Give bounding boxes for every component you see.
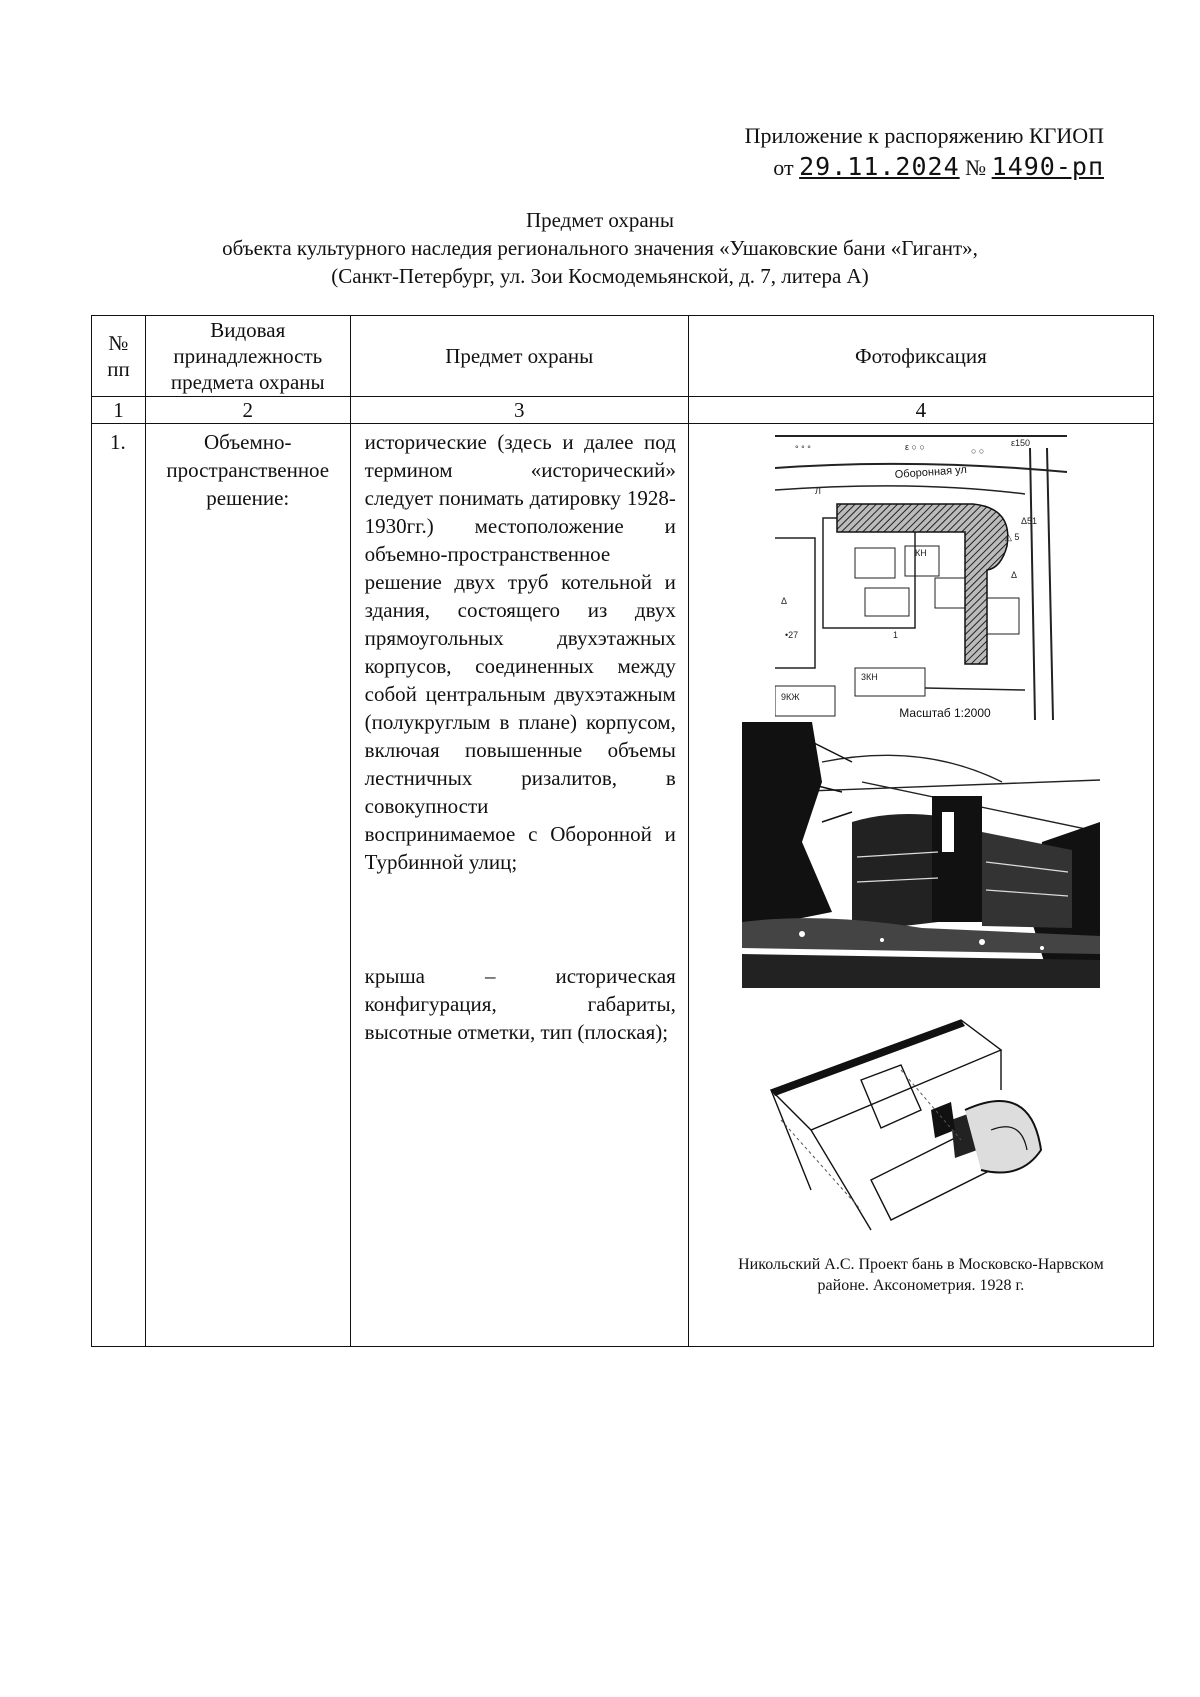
title-line-1: Предмет охраны (525, 208, 675, 232)
row-kind-line-1: Объемно- (204, 430, 292, 454)
svg-text:9КЖ: 9КЖ (780, 692, 800, 702)
header-subject: Предмет охраны (350, 316, 688, 397)
axonometric-drawing (751, 1010, 1091, 1246)
row-kind-line-2: пространственное (166, 458, 330, 482)
svg-text:•27: •27 (784, 630, 799, 640)
handwritten-date: 29.11.2024 (799, 152, 960, 181)
row-kind (145, 424, 350, 1347)
svg-text:○ ○: ○ ○ (970, 446, 985, 456)
column-number: 3 (350, 397, 688, 424)
order-date-number (773, 152, 1104, 181)
subject-paragraph-perception: воспринимаемое с Оборонной и Турбинной улиц; (364, 822, 676, 874)
svg-text:Δ51: Δ51 (1020, 516, 1037, 526)
paragraph-gap (365, 876, 676, 962)
document-title (0, 206, 1200, 290)
protection-subject-table (91, 315, 1154, 1347)
svg-text:ε ○ ○: ε ○ ○ (904, 442, 925, 452)
row-subject (350, 424, 688, 1347)
map-scale-caption: Масштаб 1:2000 (899, 706, 991, 720)
header-kind-line-2: принадлежность (173, 344, 323, 368)
svg-text:° ° °: ° ° ° (794, 444, 811, 454)
svg-text:3КН: 3КН (860, 672, 878, 682)
svg-text:1: 1 (892, 630, 898, 640)
svg-text:Δ: Δ (1010, 570, 1017, 580)
column-number: 2 (145, 397, 350, 424)
title-line-2: объекта культурного наследия регионального значения «Ушаковские бани «Гигант», (222, 236, 978, 260)
header-kind-line-1: Видовая (210, 318, 286, 342)
axonometry-caption (689, 1254, 1153, 1296)
table-row (92, 424, 1154, 1347)
building-photo (742, 722, 1100, 988)
header-kind-line-3: предмета охраны (170, 370, 325, 394)
map-street-label: Оборонная ул (894, 463, 968, 481)
header-kind (145, 316, 350, 397)
header-number (92, 316, 146, 397)
handwritten-number: 1490-рп (991, 152, 1104, 181)
header-number-sign: № (108, 331, 129, 355)
table-header-row (92, 316, 1154, 397)
axonometry-caption-line-1: Никольский А.С. Проект бань в Московско-Нарвском (738, 1256, 1104, 1273)
svg-text:Л: Л (814, 486, 821, 496)
subject-paragraph-volume: исторические (здесь и далее под термином «исторический» следует понимать датировку 1928-1930гг.) местоположение и объемно-пространственное решение двух труб котельной и здания, состоящего из двух прямоугольных двухэтажных корпусов, соединенных между собой центральным двухэтажным (полукруглым в плане) корпусом, включая повышенные объемы лестничных ризалитов, в совокупности (364, 430, 676, 818)
title-line-3: (Санкт-Петербург, ул. Зои Космодемьянской, д. 7, литера А) (331, 264, 869, 288)
header-photo: Фотофиксация (688, 316, 1153, 397)
svg-text:КН: КН (914, 548, 927, 558)
row-kind-line-3: решение: (206, 486, 290, 510)
subject-paragraph-roof: крыша – историческая конфигурация, габариты, высотные отметки, тип (плоская); (364, 964, 676, 1044)
number-label: № (965, 155, 987, 180)
svg-text:Δ: Δ (780, 596, 787, 606)
header-number-abbrev: пп (107, 357, 130, 381)
from-prefix: от (773, 155, 794, 180)
axonometry-caption-line-2: районе. Аксонометрия. 1928 г. (817, 1277, 1025, 1294)
column-number: 4 (688, 397, 1153, 424)
annex-reference: Приложение к распоряжению КГИОП (744, 123, 1104, 148)
site-plan-map (775, 428, 1067, 720)
svg-text:ε150: ε150 (1010, 438, 1030, 448)
row-number: 1. (92, 424, 146, 1347)
column-numbers-row (92, 397, 1154, 424)
row-photos (688, 424, 1153, 1347)
column-number: 1 (92, 397, 146, 424)
svg-text:△ 5: △ 5 (1004, 532, 1020, 542)
